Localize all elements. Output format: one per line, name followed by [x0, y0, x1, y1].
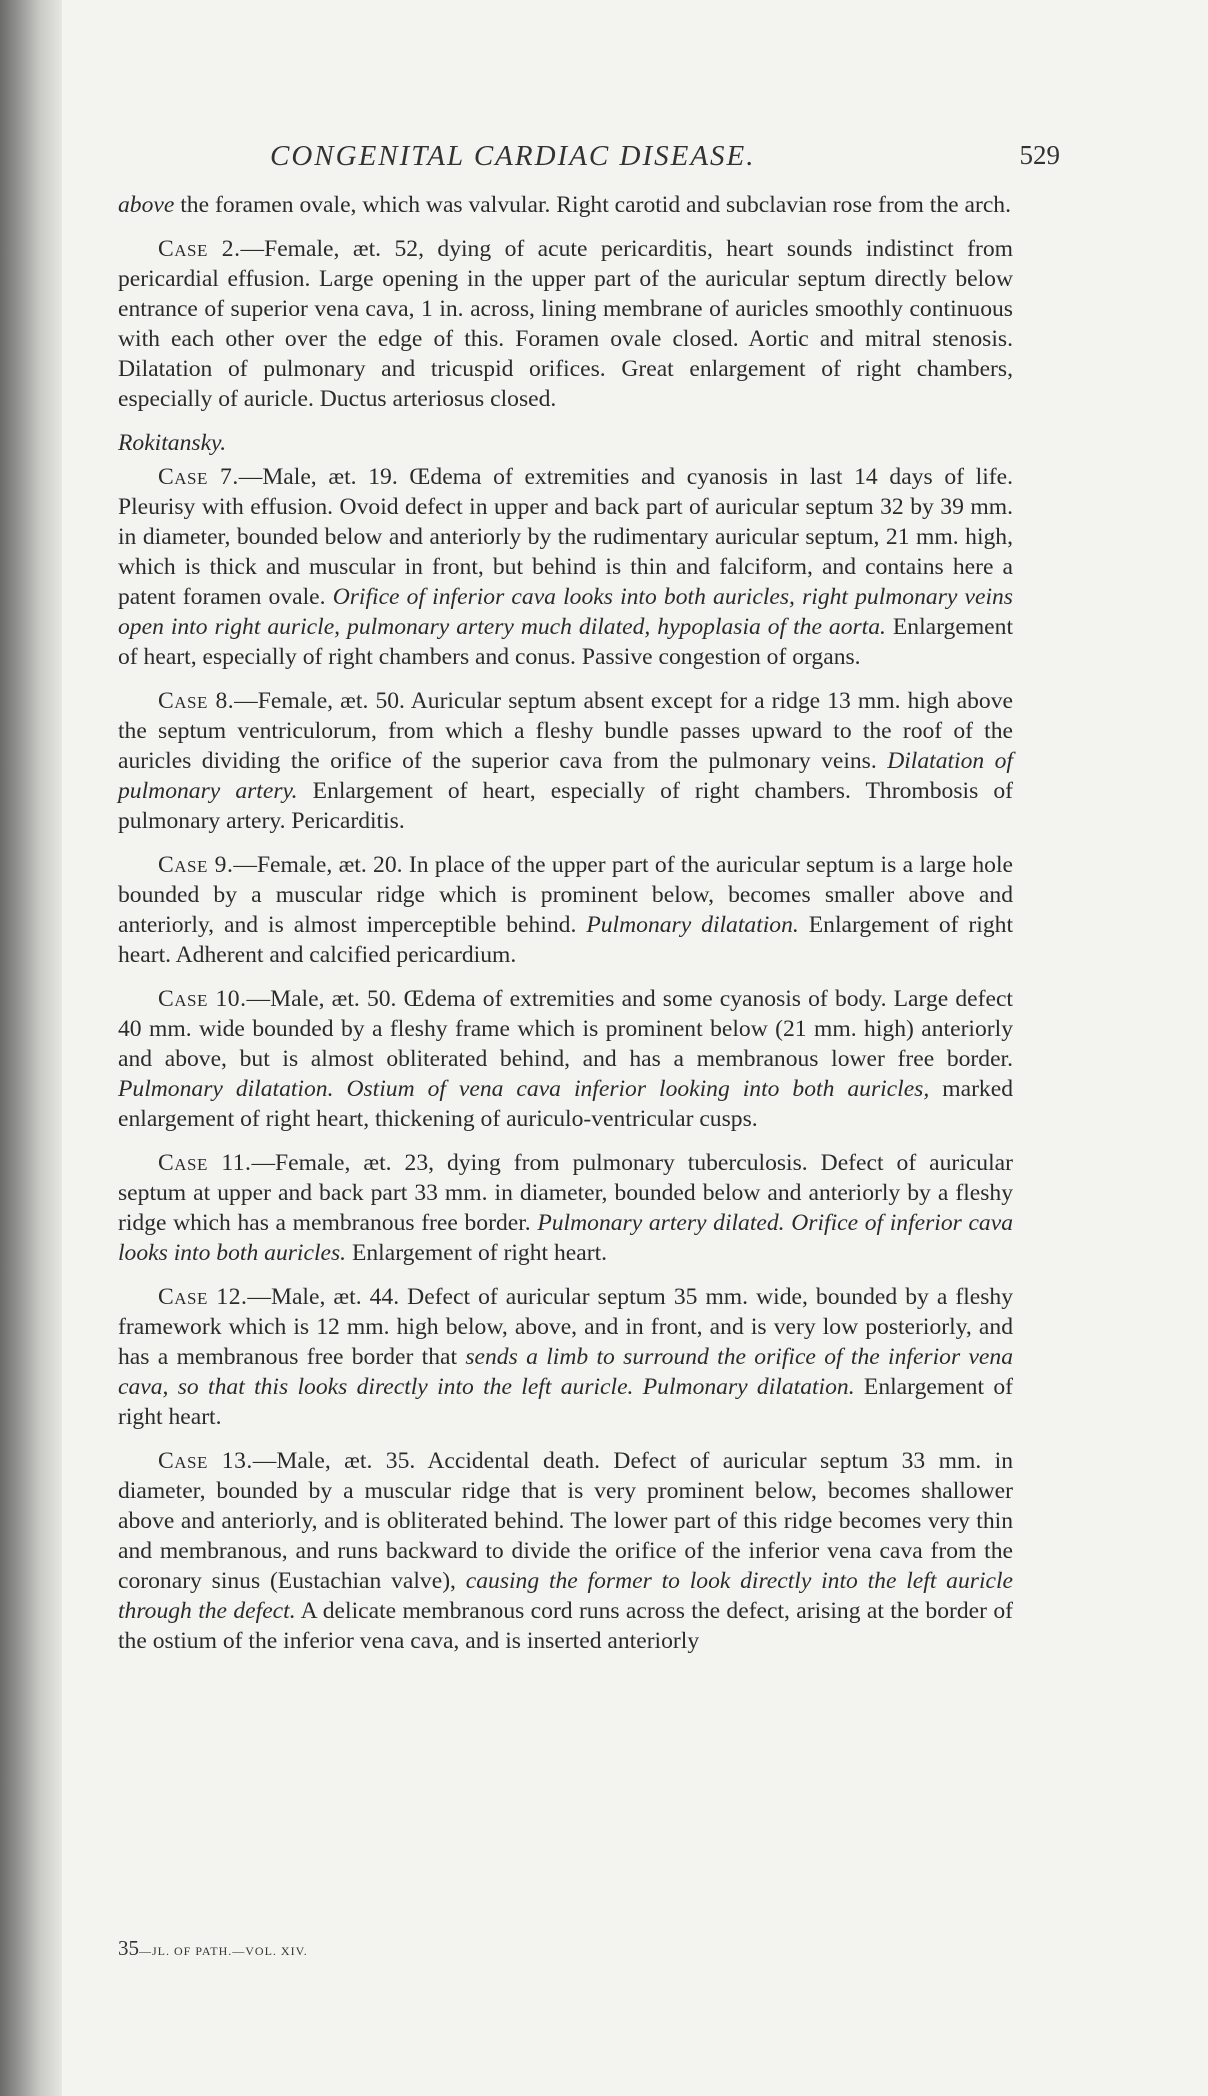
paragraph-text: the foramen ovale, which was valvular. Right carotid and subclavian rose from the arch.: [174, 192, 1011, 218]
case-label: Case 12.: [158, 1284, 248, 1310]
body-text: [118, 190, 1013, 1670]
case-13-paragraph: [118, 1446, 1013, 1656]
case-text: —Male, æt. 50. Œdema of extremities and some cyanosis of body. Large defect 40 mm. wide bounded by a fleshy frame which is prominent below (21 mm. high) anteriorly and above, but is almost obliterated behind, and has a membranous lower free border.: [118, 986, 1013, 1072]
italic-text: causing the former to look directly into the left auricle through the defect.: [118, 1568, 1013, 1624]
case-text: —Female, æt. 20. In place of the upper part of the auricular septum is a large hole bounded by a muscular ridge which is prominent below, becomes smaller above and anteriorly, and is almost imperceptible behind.: [118, 852, 1013, 938]
case-10-paragraph: [118, 984, 1013, 1134]
case-text: —Male, æt. 35. Accidental death. Defect of auricular septum 33 mm. in diameter, bounded by a muscular ridge that is very prominent below, becomes shallower above and anteriorly, and is obliterated behind. The lower part of this ridge becomes very thin and membranous, and runs backward to divide the orifice of the inferior vena cava from the coronary sinus (Eustachian valve),: [118, 1448, 1014, 1594]
case-text: Enlargement of heart, especially of right chambers. Thrombosis of pulmonary artery. Pericarditis.: [118, 778, 1013, 834]
case-9-paragraph: [118, 850, 1013, 970]
italic-text: above: [118, 192, 175, 218]
case-label: Case 2.: [158, 236, 241, 262]
case-label: Case 11.: [158, 1150, 252, 1176]
italic-text: Pulmonary dilatation.: [586, 912, 799, 938]
case-label: Case 8.: [158, 688, 235, 714]
paragraph-continuation: [118, 190, 1013, 220]
case-12-paragraph: [118, 1282, 1013, 1432]
case-label: Case 13.: [158, 1448, 253, 1474]
case-text: —Female, æt. 52, dying of acute pericarditis, heart sounds indistinct from pericardial effusion. Large opening in the upper part of the auricular septum directly below entrance of superior vena cava, 1 in. across, lining membrane of auricles smoothly continuous with each other over the edge of this. Foramen ovale closed. Aortic and mitral stenosis. Dilatation of pulmonary and tricuspid orifices. Great enlargement of right chambers, especially of auricle. Ductus arteriosus closed.: [118, 236, 1013, 412]
case-2-paragraph: [118, 234, 1013, 414]
case-text: Enlargement of right heart.: [346, 1240, 608, 1266]
signature-mark: 35: [118, 1936, 139, 1960]
case-text: marked enlargement of right heart, thickening of auriculo-ventricular cusps.: [118, 1076, 1013, 1132]
running-title: CONGENITAL CARDIAC DISEASE.: [270, 140, 756, 172]
italic-text: sends a limb to surround the orifice of the inferior vena cava, so that this looks directly into the left auricle. Pulmonary dilatation.: [118, 1344, 1013, 1400]
case-text: A delicate membranous cord runs across the defect, arising at the border of the ostium of the inferior vena cava, and is inserted anteriorly: [118, 1598, 1013, 1654]
italic-text: Dilatation of pulmonary artery.: [118, 748, 1013, 804]
case-7-paragraph: [118, 462, 1013, 672]
page-number: 529: [1019, 140, 1060, 170]
case-text: —Male, æt. 19. Œdema of extremities and cyanosis in last 14 days of life. Pleurisy with effusion. Ovoid defect in upper and back part of auricular septum 32 by 39 mm. in diameter, bounded below and anteriorly by the rudimentary auricular septum, 21 mm. high, which is thick and muscular in front, but behind is thin and falciform, and contains here a patent foramen ovale.: [118, 464, 1013, 610]
italic-text: Pulmonary artery dilated. Orifice of inferior cava looks into both auricles.: [118, 1210, 1014, 1266]
book-binding-shadow: [0, 0, 62, 2096]
journal-reference: —JL. OF PATH.—VOL. XIV.: [139, 1944, 308, 1958]
case-text: —Female, æt. 23, dying from pulmonary tuberculosis. Defect of auricular septum at upper and back part 33 mm. in diameter, bounded below and anteriorly by a fleshy ridge which has a membranous free border.: [118, 1150, 1013, 1236]
section-heading: Rokitansky.: [118, 430, 227, 456]
case-text: —Male, æt. 44. Defect of auricular septum 35 mm. wide, bounded by a fleshy framework which is 12 mm. high below, above, and in front, and is very low posteriorly, and has a membranous free border that: [118, 1284, 1013, 1370]
italic-text: Pulmonary dilatation. Ostium of vena cava inferior looking into both auricles,: [118, 1076, 930, 1102]
page-footer: [118, 1936, 308, 1961]
case-11-paragraph: [118, 1148, 1013, 1268]
case-label: Case 10.: [158, 986, 247, 1012]
italic-text: Orifice of inferior cava looks into both auricles, right pulmonary veins open into right auricle, pulmonary artery much dilated, hypoplasia of the aorta.: [118, 584, 1013, 640]
case-label: Case 9.: [158, 852, 234, 878]
case-text: —Female, æt. 50. Auricular septum absent except for a ridge 13 mm. high above the septum ventriculorum, from which a fleshy bundle passes upward to the roof of the auricles dividing the orifice of the superior cava from the pulmonary veins.: [118, 688, 1013, 774]
case-text: Enlargement of right heart.: [118, 1374, 1013, 1430]
case-text: Enlargement of heart, especially of right chambers and conus. Passive congestion of organs.: [118, 614, 1013, 670]
case-8-paragraph: [118, 686, 1013, 836]
case-label: Case 7.: [158, 464, 239, 490]
case-text: Enlargement of right heart. Adherent and calcified pericardium.: [118, 912, 1013, 968]
page-header: [270, 140, 1060, 180]
